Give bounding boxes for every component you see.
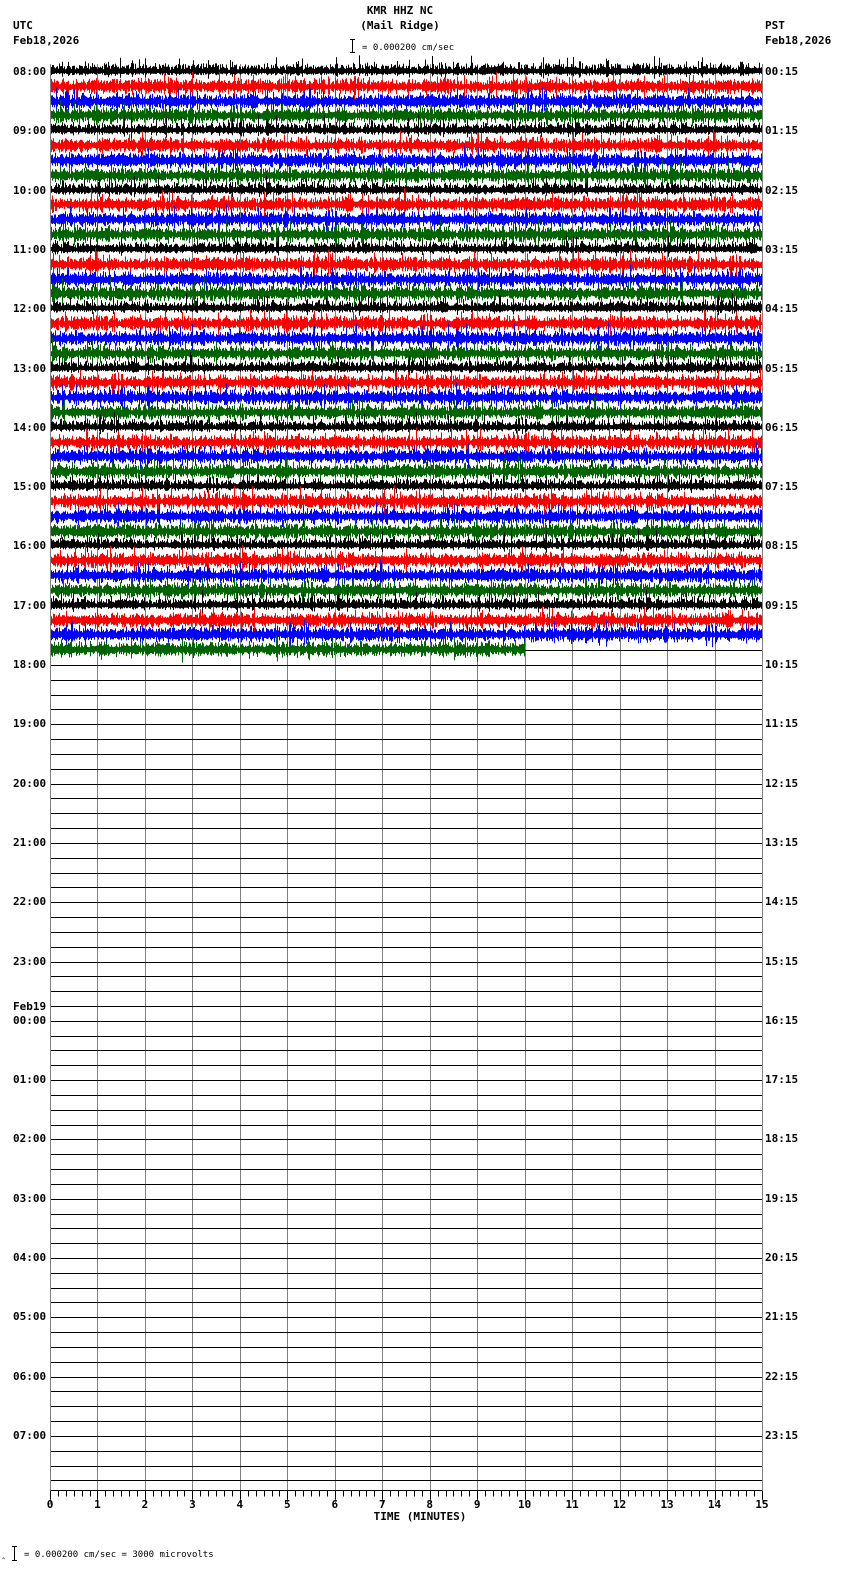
pst-hour-label: 19:15 [765, 1191, 799, 1205]
pst-hour-label: 13:15 [765, 835, 799, 849]
utc-hour-label: 12:00 [13, 302, 47, 316]
x-tick-label: 14 [707, 1498, 722, 1511]
pst-hour-label: 07:15 [765, 480, 799, 494]
x-tick-label: 0 [46, 1498, 54, 1511]
x-tick-label: 12 [612, 1498, 627, 1511]
utc-hour-label: 05:00 [13, 1310, 47, 1324]
utc-hour-label: 22:00 [13, 895, 47, 909]
pst-hour-label: 20:15 [765, 1251, 799, 1264]
station-title: KMR HHZ NC [366, 4, 434, 17]
utc-hour-label: 21:00 [13, 835, 47, 849]
pst-hour-label: 09:15 [765, 598, 799, 612]
pst-hour-label: 18:15 [765, 1132, 799, 1146]
x-tick-label: 5 [284, 1498, 291, 1511]
utc-hour-label: 13:00 [13, 361, 47, 375]
pst-hour-label: 10:15 [765, 658, 799, 671]
x-tick-label: 6 [331, 1498, 339, 1511]
utc-hour-label: 10:00 [13, 183, 47, 197]
pst-hour-label: 12:15 [765, 776, 799, 790]
left-timezone: UTC [13, 19, 33, 32]
x-axis-label: TIME (MINUTES) [373, 1510, 467, 1523]
x-tick-label: 8 [426, 1498, 434, 1511]
utc-hour-label: 03:00 [13, 1191, 47, 1205]
utc-hour-label: 19:00 [13, 717, 47, 731]
pst-hour-label: 04:15 [765, 302, 799, 316]
utc-hour-label: 04:00 [13, 1251, 47, 1264]
footer-scale-text: = 0.000200 cm/sec = 3000 microvolts [24, 1550, 214, 1560]
pst-hour-label: 15:15 [765, 954, 799, 968]
utc-hour-label: 23:00 [13, 954, 47, 968]
utc-hour-label: 14:00 [13, 420, 47, 434]
utc-hour-label: 15:00 [13, 480, 47, 494]
x-tick-label: 1 [94, 1498, 101, 1511]
utc-hour-label: 08:00 [13, 65, 47, 78]
left-date: Feb18,2026 [13, 34, 80, 47]
utc-hour-label: 11:00 [13, 242, 47, 256]
pst-hour-label: 06:15 [765, 420, 799, 434]
pst-hour-label: 01:15 [765, 124, 799, 138]
utc-hour-label: 18:00 [13, 658, 47, 671]
x-tick-label: 10 [518, 1498, 532, 1511]
utc-hour-label: 00:00 [13, 1013, 47, 1027]
right-timezone: PST [765, 19, 785, 32]
utc-hour-label: 07:00 [13, 1428, 47, 1442]
pst-hour-label: 03:15 [765, 242, 799, 256]
footer-prefix: ‸ [2, 1550, 6, 1560]
pst-hour-label: 05:15 [765, 361, 799, 375]
x-tick-label: 3 [189, 1498, 196, 1511]
pst-hour-label: 16:15 [765, 1013, 799, 1027]
station-location: (Mail Ridge) [360, 19, 440, 32]
pst-hour-label: 02:15 [765, 183, 799, 197]
scale-text: = 0.000200 cm/sec [362, 43, 455, 53]
utc-hour-label: 01:00 [13, 1073, 47, 1087]
right-date: Feb18,2026 [765, 34, 832, 47]
x-tick-label: 7 [378, 1498, 386, 1511]
pst-hour-label: 21:15 [765, 1310, 799, 1324]
pst-hour-label: 11:15 [765, 717, 799, 731]
pst-hour-label: 17:15 [765, 1073, 799, 1087]
pst-hour-label: 23:15 [765, 1428, 799, 1442]
utc-hour-label: 20:00 [13, 776, 47, 790]
utc-hour-label: 02:00 [13, 1132, 47, 1146]
utc-hour-label: 09:00 [13, 124, 47, 138]
x-tick-label: 2 [141, 1498, 149, 1511]
utc-hour-label: 16:00 [13, 539, 47, 553]
pst-hour-label: 14:15 [765, 895, 799, 909]
pst-hour-label: 00:15 [765, 65, 799, 78]
pst-hour-label: 22:15 [765, 1369, 799, 1383]
x-tick-label: 11 [565, 1498, 579, 1511]
pst-hour-label: 08:15 [765, 539, 799, 553]
x-tick-label: 4 [236, 1498, 244, 1511]
x-tick-label: 15 [755, 1498, 769, 1511]
x-tick-label: 13 [660, 1498, 674, 1511]
x-tick-label: 9 [473, 1498, 481, 1511]
utc-hour-label: 06:00 [13, 1369, 47, 1383]
utc-hour-label: 17:00 [13, 598, 47, 612]
date-change-label: Feb19 [13, 999, 47, 1013]
